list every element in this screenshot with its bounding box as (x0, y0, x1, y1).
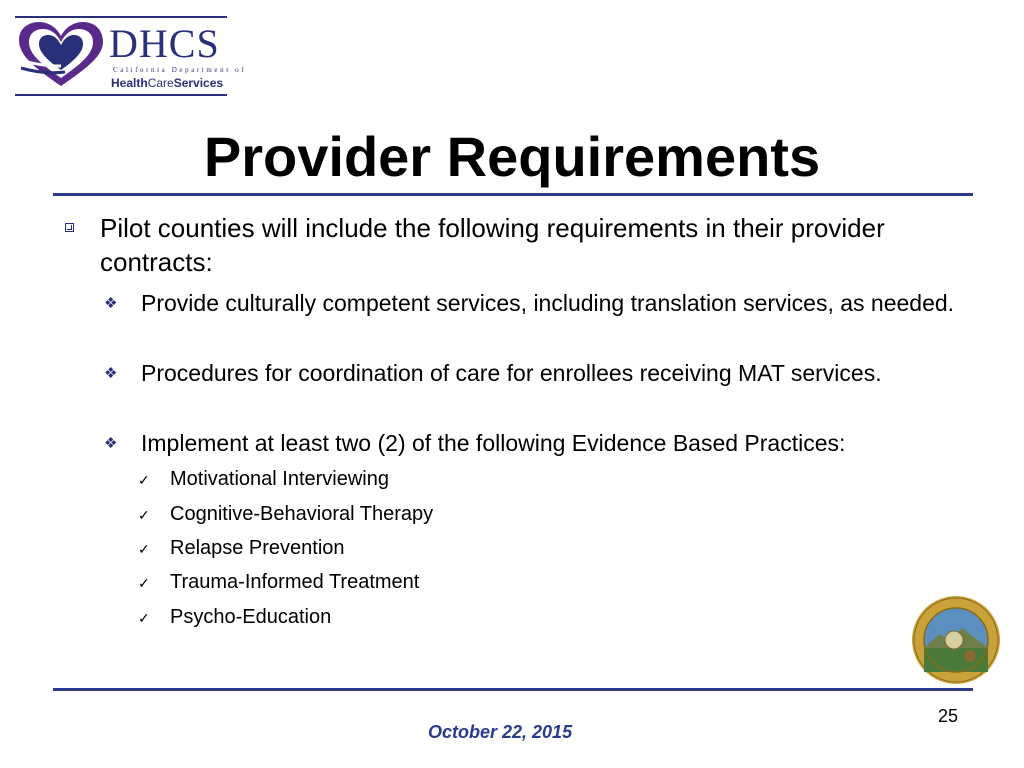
checkmark-icon: ✓ (138, 610, 150, 626)
slide-title: Provider Requirements (203, 125, 821, 188)
square-bullet-icon (65, 223, 74, 232)
heart-logo-icon (15, 20, 107, 92)
diamond-bullet-icon: ❖ (104, 435, 118, 452)
checkmark-icon: ✓ (138, 507, 150, 523)
dhcs-logo (15, 16, 247, 96)
logo-subtitle: California Department of (113, 66, 247, 74)
main-bullet-text: Pilot counties will include the following requirements in their provider contracts: (100, 213, 885, 277)
sub-bullet-1: Provide culturally competent services, including translation services, as needed. (141, 290, 955, 316)
checkmark-icon: ✓ (138, 541, 150, 557)
title-divider (53, 193, 973, 196)
practice-item: Trauma-Informed Treatment (170, 571, 420, 593)
logo-name-health: Health (111, 76, 148, 90)
footer-divider (53, 688, 973, 691)
logo-name (111, 76, 223, 90)
practice-item: Motivational Interviewing (170, 468, 389, 490)
diamond-bullet-icon: ❖ (104, 295, 118, 312)
practice-item: Cognitive-Behavioral Therapy (170, 503, 434, 525)
california-state-seal-icon (910, 594, 1002, 686)
sub-bullet-2: Procedures for coordination of care for enrollees receiving MAT services. (141, 360, 882, 386)
practice-item: Psycho-Education (170, 606, 332, 628)
logo-acronym: DHCS (109, 21, 220, 66)
sub-bullet-3: Implement at least two (2) of the following Evidence Based Practices: (141, 430, 846, 456)
diamond-bullet-icon: ❖ (104, 365, 118, 382)
page-number: 25 (938, 706, 959, 726)
checkmark-icon: ✓ (138, 472, 150, 488)
logo-name-services: Services (173, 76, 224, 90)
checkmark-icon: ✓ (138, 575, 150, 591)
logo-name-care: Care (147, 76, 174, 90)
practice-item: Relapse Prevention (170, 537, 345, 559)
footer-date: October 22, 2015 (428, 722, 573, 742)
